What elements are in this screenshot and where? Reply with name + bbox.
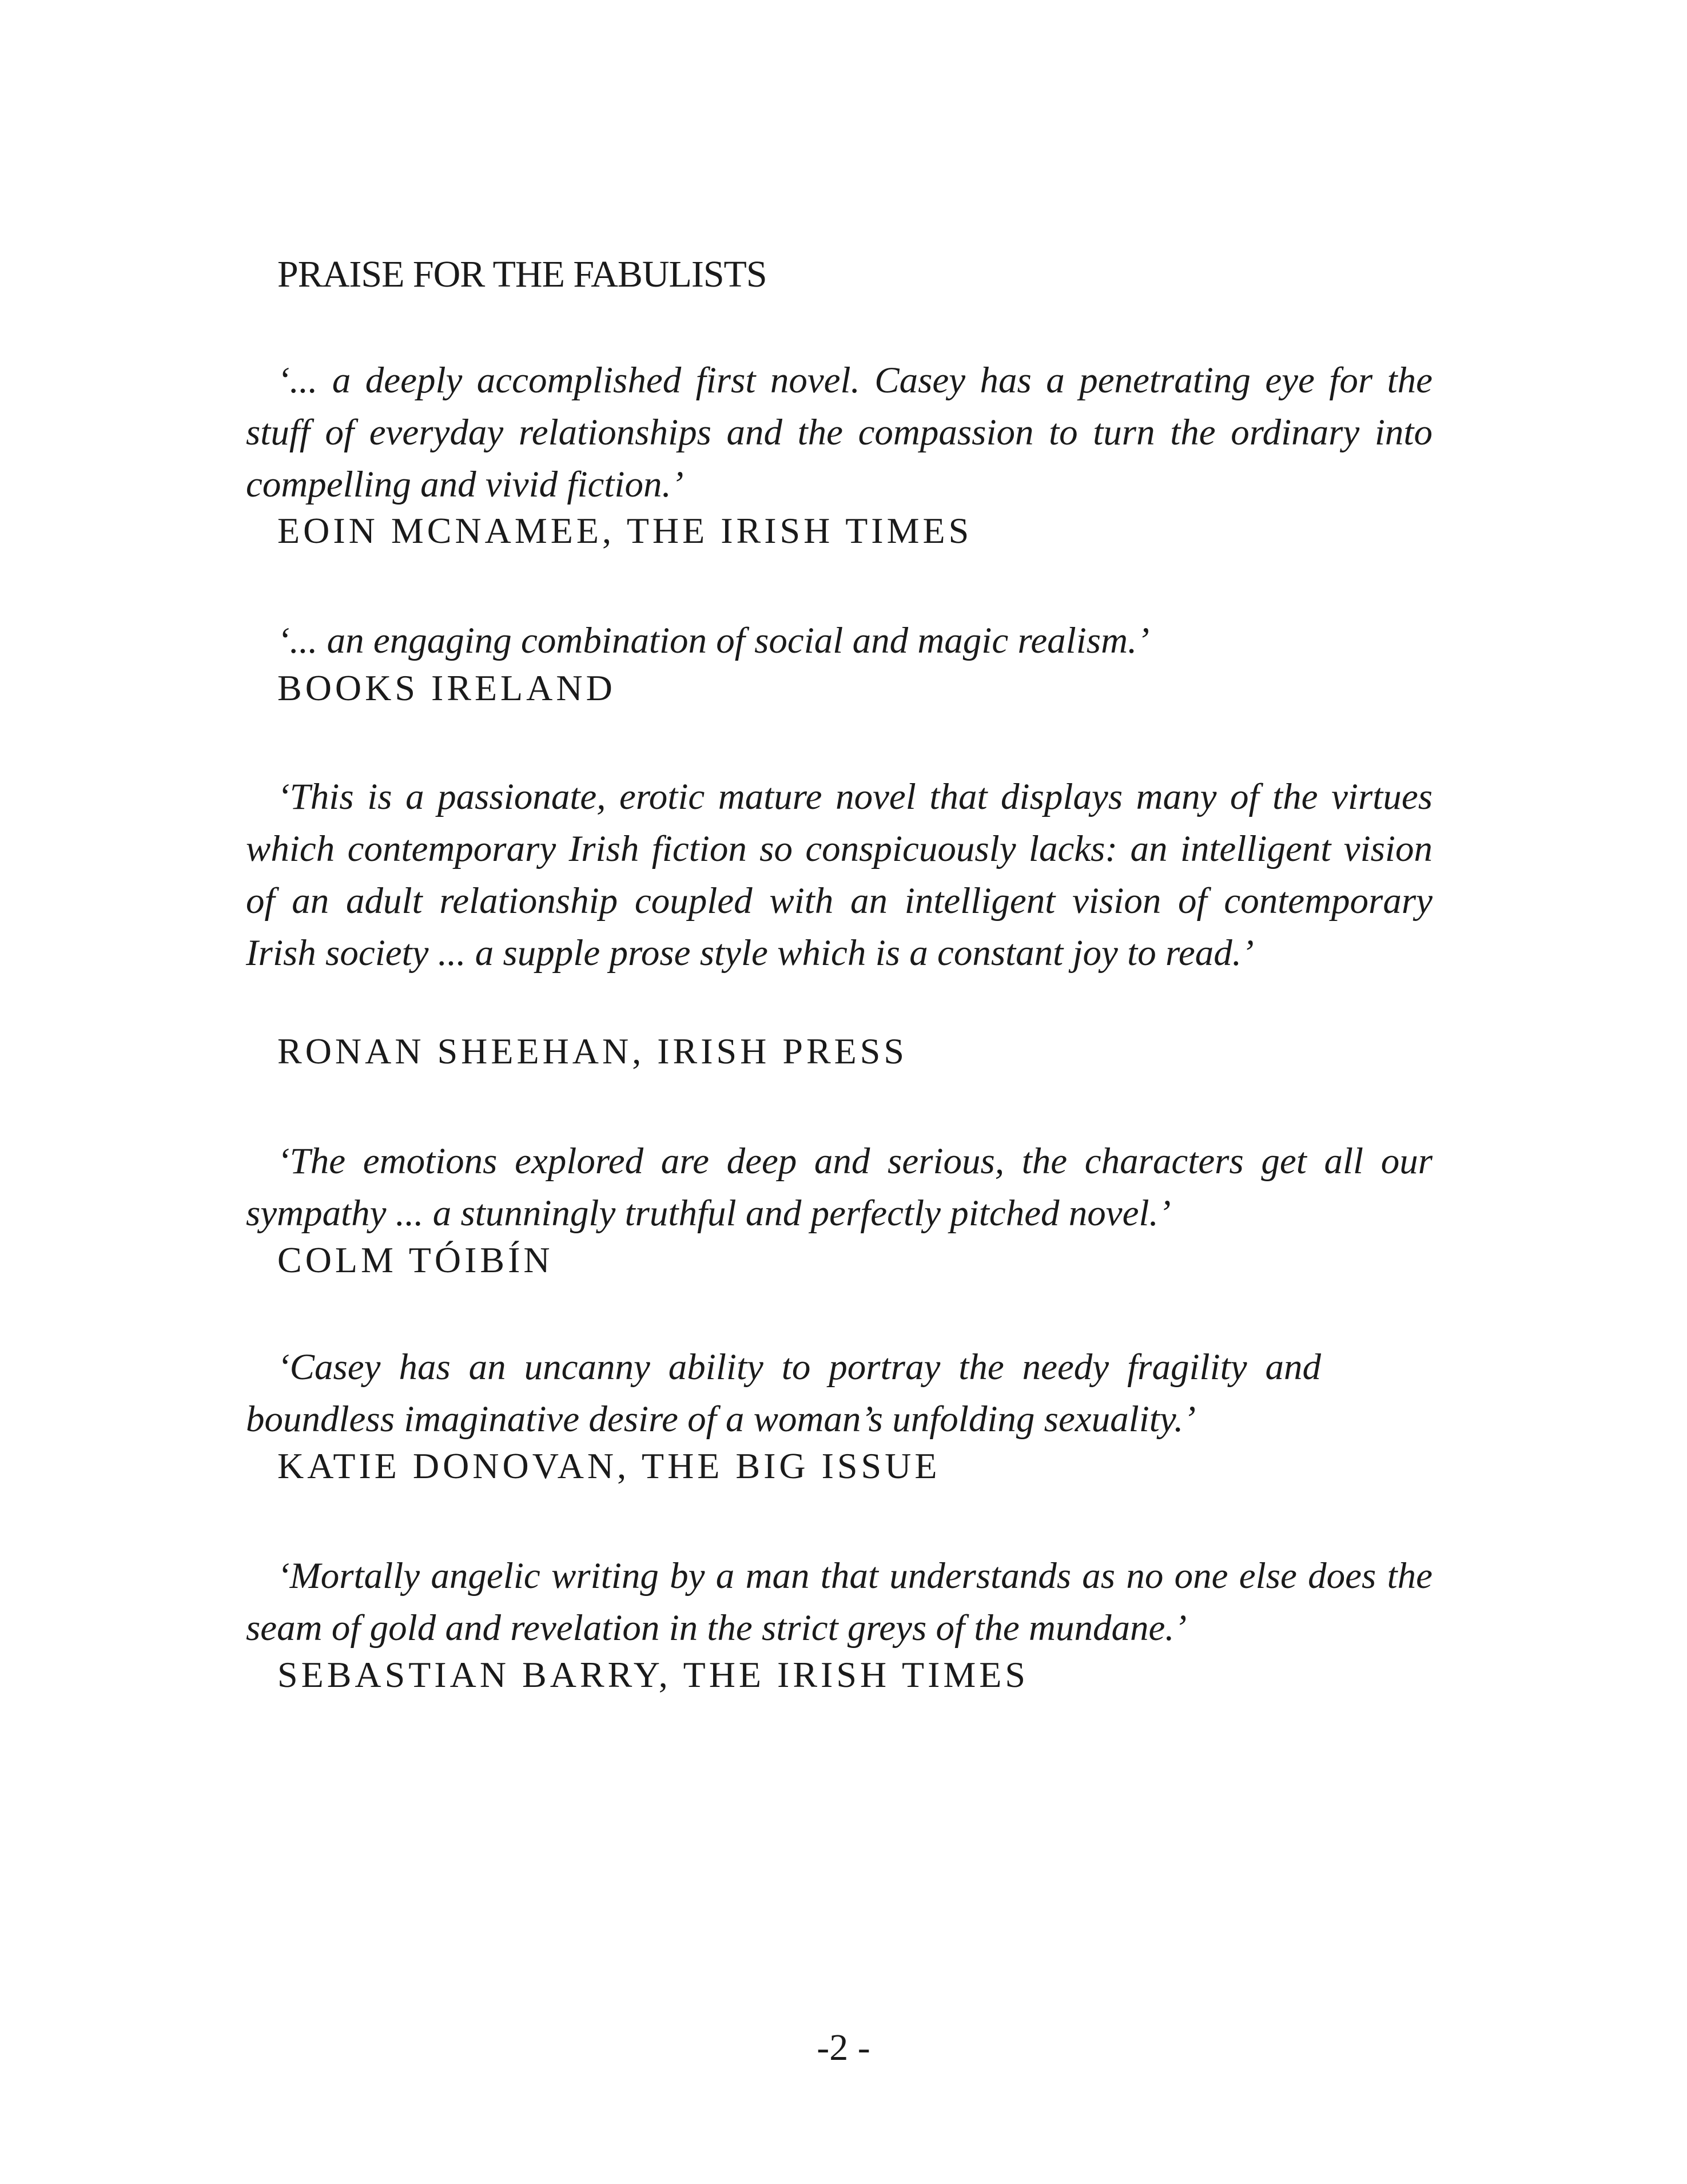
page-heading: PRAISE FOR THE FABULISTS [277,253,767,295]
review-attribution-3: RONAN SHEEHAN, IRISH PRESS [277,1031,908,1071]
review-attribution-5: KATIE DONOVAN, THE BIG ISSUE [277,1446,941,1486]
review-attribution-1: EOIN MCNAMEE, THE IRISH TIMES [277,510,973,551]
review-attribution-6: SEBASTIAN BARRY, THE IRISH TIMES [277,1654,1029,1695]
review-quote-4: ‘The emotions explored are deep and serious, the characters get all our sympathy ... a stunningly truthful and perfectly pitched novel.’ [246,1141,1433,1234]
review-attribution-4: COLM TÓIBÍN [277,1240,554,1280]
review-quote-3: ‘This is a passionate, erotic mature novel that displays many of the virtues which contemporary Irish fiction so conspicuously lacks: an intelligent vision of an adult relationship coupled with an intelligent vision of contemporary Irish society ... a supple prose style which is a constant joy to read.’ [246,776,1433,974]
page-number: -2 - [817,2027,870,2068]
review-quote-6: ‘Mortally angelic writing by a man that understands as no one else does the seam of gold and revelation in the strict greys of the mundane.’ [246,1555,1433,1649]
review-quote-1: ‘... a deeply accomplished first novel. Casey has a penetrating eye for the stuff of everyday relationships and the compassion to turn the ordinary into compelling and vivid fiction.’ [246,360,1433,505]
review-quote-2: ‘... an engaging combination of social and magic realism.’ [277,620,1149,661]
review-quote-5: ‘Casey has an uncanny ability to portray the needy fragility and boundless imaginative desire of a woman’s unfolding sexuality.’ [246,1347,1321,1440]
review-attribution-2: BOOKS IRELAND [277,668,616,708]
